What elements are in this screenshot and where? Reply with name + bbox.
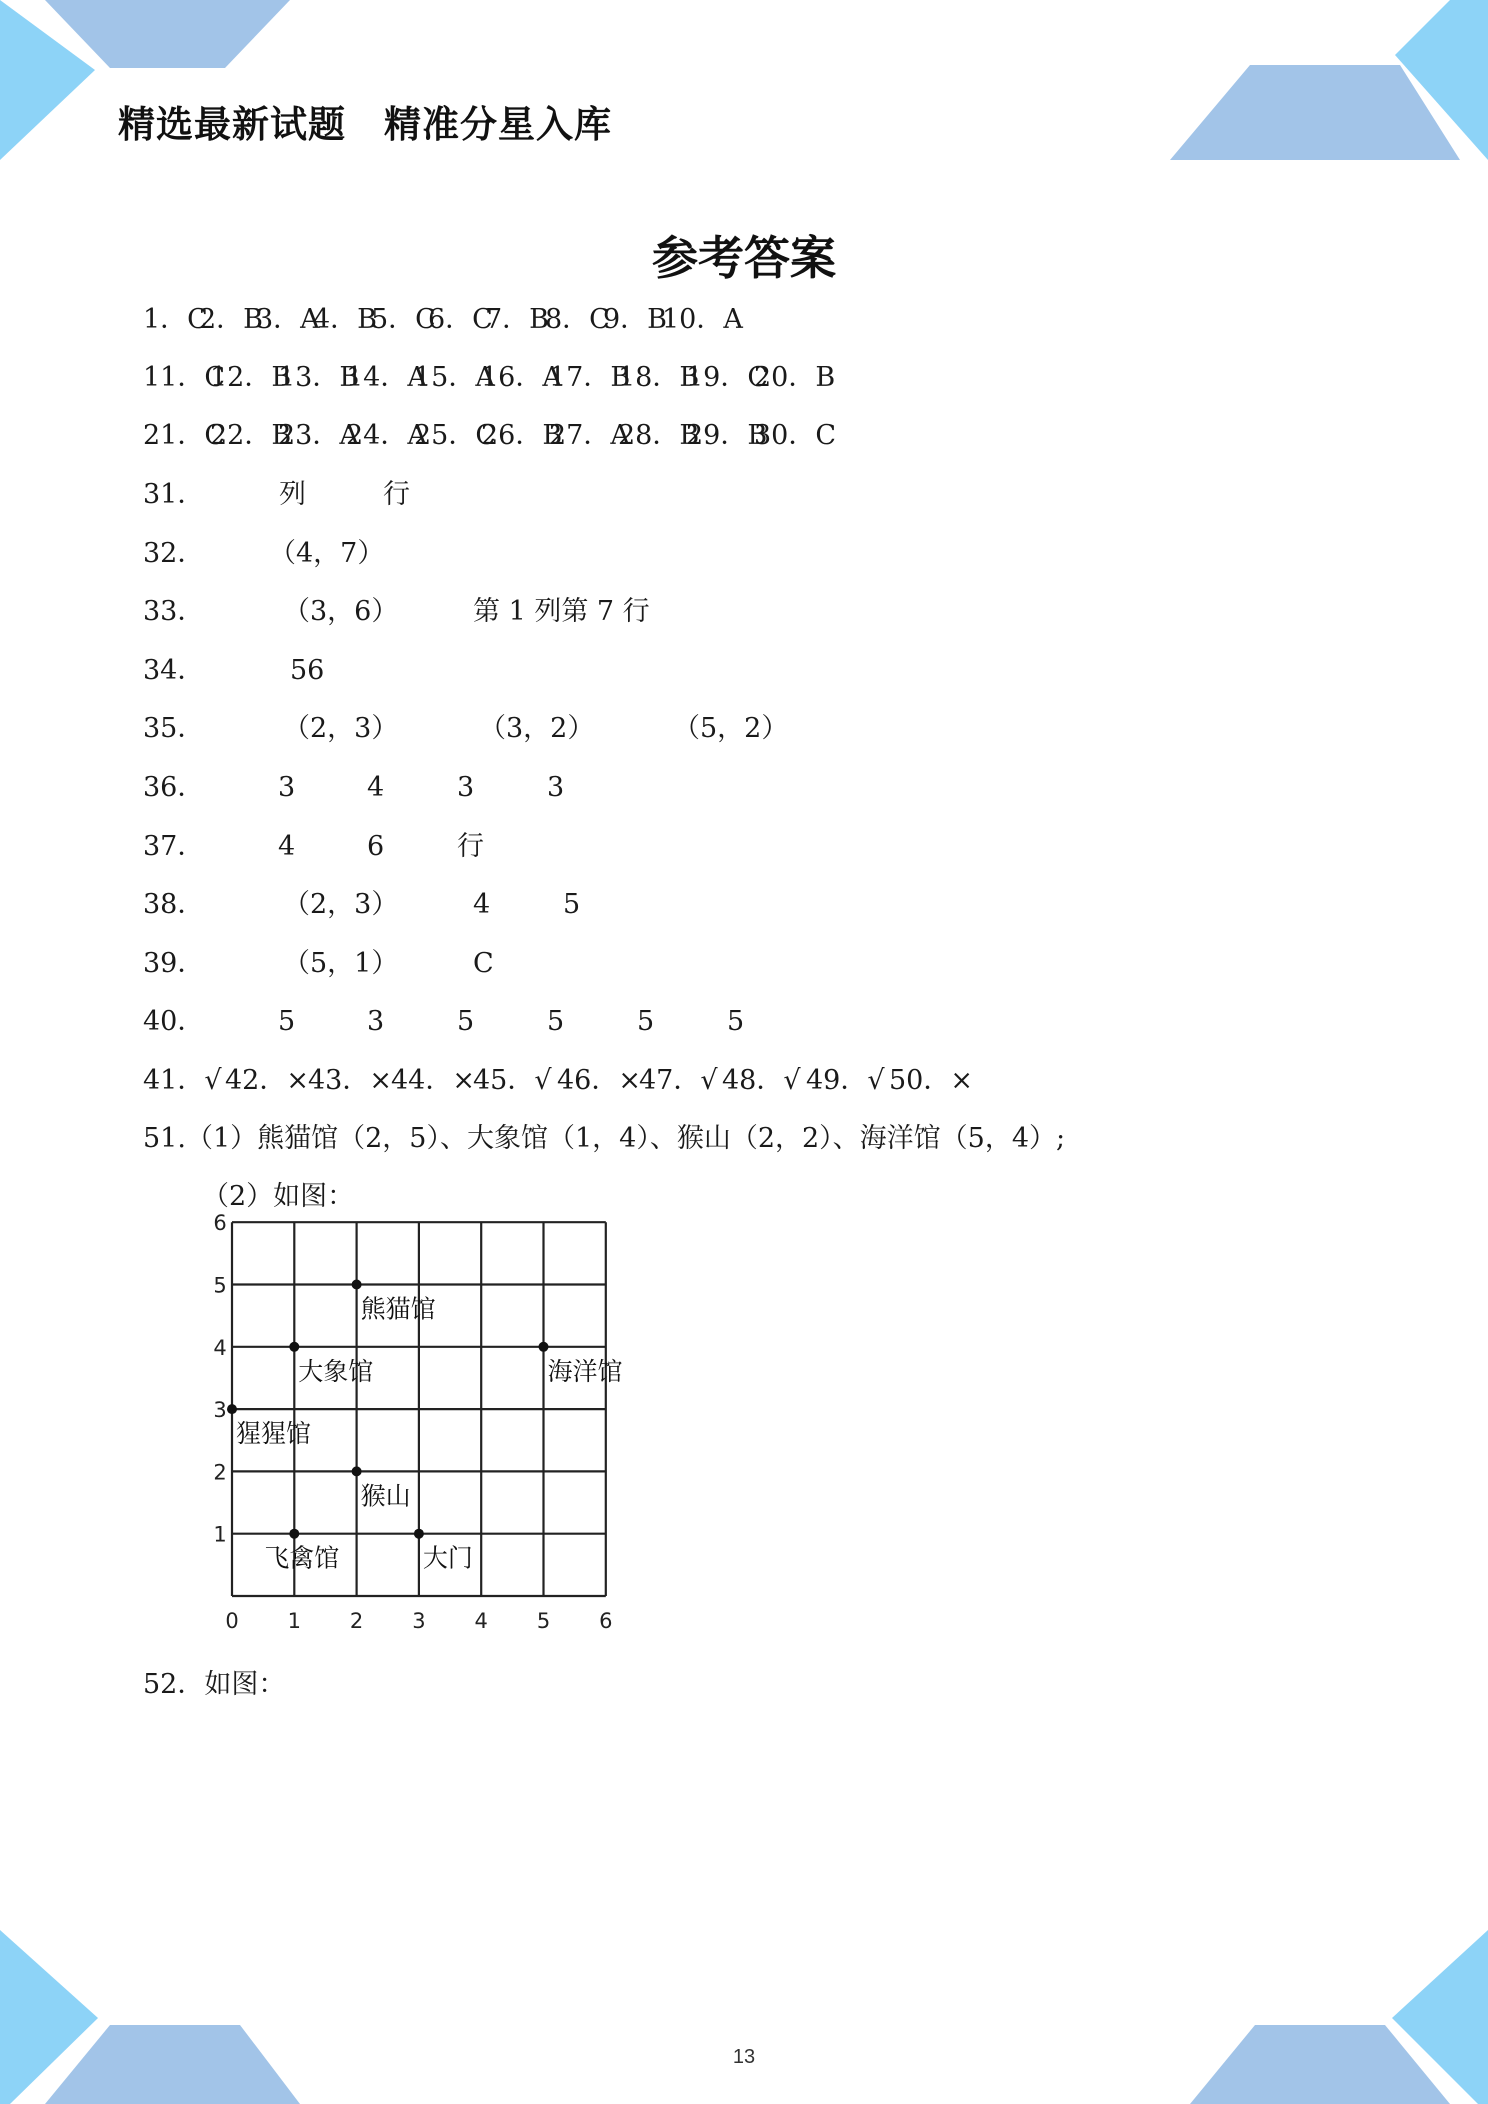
fill-answer: 56 (290, 654, 325, 686)
y-tick-label: 5 (213, 1273, 227, 1298)
fill-answer: 3 (278, 772, 296, 803)
grid-point (289, 1529, 299, 1539)
fill-answer: 行 (383, 479, 410, 510)
choice-answer: 15．A (414, 362, 495, 393)
question-number: 35． (143, 713, 205, 745)
choice-answer: 20．B (754, 362, 836, 393)
fill-answer: （5，1） (283, 947, 399, 979)
question-number: 34． (143, 654, 205, 686)
top-right-decoration (1170, 0, 1488, 170)
choice-answer: 29．B (686, 420, 768, 451)
choice-answer: 14．A (346, 362, 427, 393)
fill-answer: C (473, 947, 494, 979)
x-tick-label: 1 (287, 1609, 301, 1633)
choice-answer: 8．C (545, 304, 610, 335)
choice-answer: 26．B (481, 420, 563, 451)
grid-point (539, 1342, 549, 1352)
question-number: 32． (143, 537, 205, 569)
choice-answer: 19．C (686, 362, 769, 393)
choice-answer: 27．A (549, 420, 630, 451)
x-tick-label: 3 (412, 1609, 426, 1633)
y-tick-label: 2 (213, 1460, 227, 1485)
x-tick-label: 6 (599, 1609, 613, 1633)
fill-answer: 行 (457, 830, 484, 862)
x-tick-label: 5 (536, 1609, 551, 1633)
choice-answer: 6．C (428, 304, 493, 335)
question-number: 40． (143, 1006, 205, 1038)
judge-answer: 50．× (889, 1065, 973, 1096)
grid-point (352, 1466, 362, 1476)
y-tick-label: 6 (213, 1211, 227, 1236)
choice-answer: 9．B (603, 304, 668, 335)
choice-answer: 2．B (199, 304, 264, 335)
question-number: 33． (143, 596, 205, 628)
judge-answer: 49．√ (806, 1065, 885, 1096)
fill-answer: 6 (367, 830, 385, 862)
coordinate-grid-figure (200, 1211, 623, 1640)
choice-answer: 22．B (210, 420, 292, 451)
question-number: 36． (143, 772, 205, 803)
page-title: 参考答案 (652, 231, 836, 285)
choice-answer: 7．B (485, 304, 550, 335)
fill-answer: （5，2） (673, 713, 789, 745)
point-label: 飞禽馆 (264, 1543, 340, 1573)
header-banner: 精选最新试题 精准分星入库 (118, 103, 612, 146)
point-label: 猴山 (360, 1481, 411, 1511)
x-tick-label: 0 (225, 1609, 239, 1633)
choice-answer: 1．C (143, 304, 208, 335)
fill-answer: 第 1 列第 7 行 (473, 596, 650, 628)
fill-answer: （2，3） (283, 889, 399, 921)
question-number: 31． (143, 479, 205, 510)
judge-answer: 42．× (225, 1065, 309, 1096)
y-tick-label: 3 (213, 1398, 227, 1423)
choice-answer: 3．A (256, 304, 320, 335)
choice-answer: 21．C (143, 420, 226, 451)
choice-answer: 5．C (371, 304, 436, 335)
point-label: 猩猩馆 (236, 1419, 312, 1449)
choice-answer: 30．C (754, 420, 837, 451)
choice-answer: 23．A (278, 420, 359, 451)
fill-answer: （3，6） (283, 596, 399, 628)
judge-answer: 46．× (557, 1065, 641, 1096)
fill-answer: 4 (473, 889, 491, 921)
judge-answer: 45．√ (473, 1065, 552, 1096)
fill-answer: 3 (457, 772, 475, 803)
fill-answer: 5 (547, 1006, 565, 1038)
choice-answer: 24．A (346, 420, 427, 451)
fill-answer: 5 (563, 889, 581, 921)
fill-answer: 4 (367, 772, 385, 803)
grid-point (352, 1280, 362, 1290)
point-label: 海洋馆 (547, 1356, 623, 1386)
choice-answer: 11．C (143, 362, 226, 393)
question-number: 39． (143, 947, 205, 979)
choice-answer: 12．B (210, 362, 292, 393)
choice-answer: 10．A (662, 304, 743, 335)
judge-answer: 44．× (391, 1065, 475, 1096)
fill-answer: 5 (278, 1006, 296, 1038)
choice-answer: 18．B (618, 362, 700, 393)
q51-part1: 51.（1）熊猫馆（2，5）、大象馆（1，4）、猴山（2，2）、海洋馆（5，4）; (143, 1123, 1066, 1154)
choice-answer: 4．B (313, 304, 378, 335)
judge-answer: 41．√ (143, 1065, 222, 1096)
y-tick-label: 4 (213, 1335, 227, 1360)
q51-part2: （2）如图： (202, 1181, 355, 1212)
x-tick-label: 2 (349, 1609, 364, 1633)
choice-answer: 28．B (618, 420, 700, 451)
judge-answer: 48．√ (722, 1065, 801, 1096)
x-tick-label: 4 (474, 1609, 488, 1633)
fill-answer: 列 (279, 479, 306, 510)
fill-answer: 5 (457, 1006, 475, 1038)
choice-answer: 17．B (549, 362, 631, 393)
bottom-left-decoration (0, 1930, 310, 2104)
fill-answer: 3 (367, 1006, 385, 1038)
q52-text: 52．如图： (143, 1669, 286, 1700)
fill-answer: （3，2） (479, 713, 595, 745)
point-label: 熊猫馆 (360, 1294, 436, 1324)
y-tick-label: 1 (213, 1522, 227, 1547)
fill-answer: （2，3） (283, 713, 399, 745)
page-number: 13 (732, 2046, 756, 2068)
fill-answer: 4 (278, 830, 296, 862)
fill-answer: 3 (547, 772, 565, 803)
grid-point (227, 1404, 237, 1414)
choice-answer: 16．A (481, 362, 562, 393)
fill-answer: 5 (727, 1006, 745, 1038)
judge-answer: 47．√ (639, 1065, 718, 1096)
question-number: 37． (143, 830, 205, 862)
judge-answer: 43．× (308, 1065, 392, 1096)
choice-answer: 25．C (414, 420, 497, 451)
fill-answer: （4，7） (269, 537, 385, 569)
question-number: 38． (143, 889, 205, 921)
fill-answer: 5 (637, 1006, 655, 1038)
bottom-right-decoration (1170, 1930, 1488, 2104)
point-label: 大门 (422, 1543, 473, 1573)
grid-point (289, 1342, 299, 1352)
grid-point (414, 1529, 424, 1539)
choice-answer: 13．B (278, 362, 360, 393)
point-label: 大象馆 (298, 1356, 374, 1386)
